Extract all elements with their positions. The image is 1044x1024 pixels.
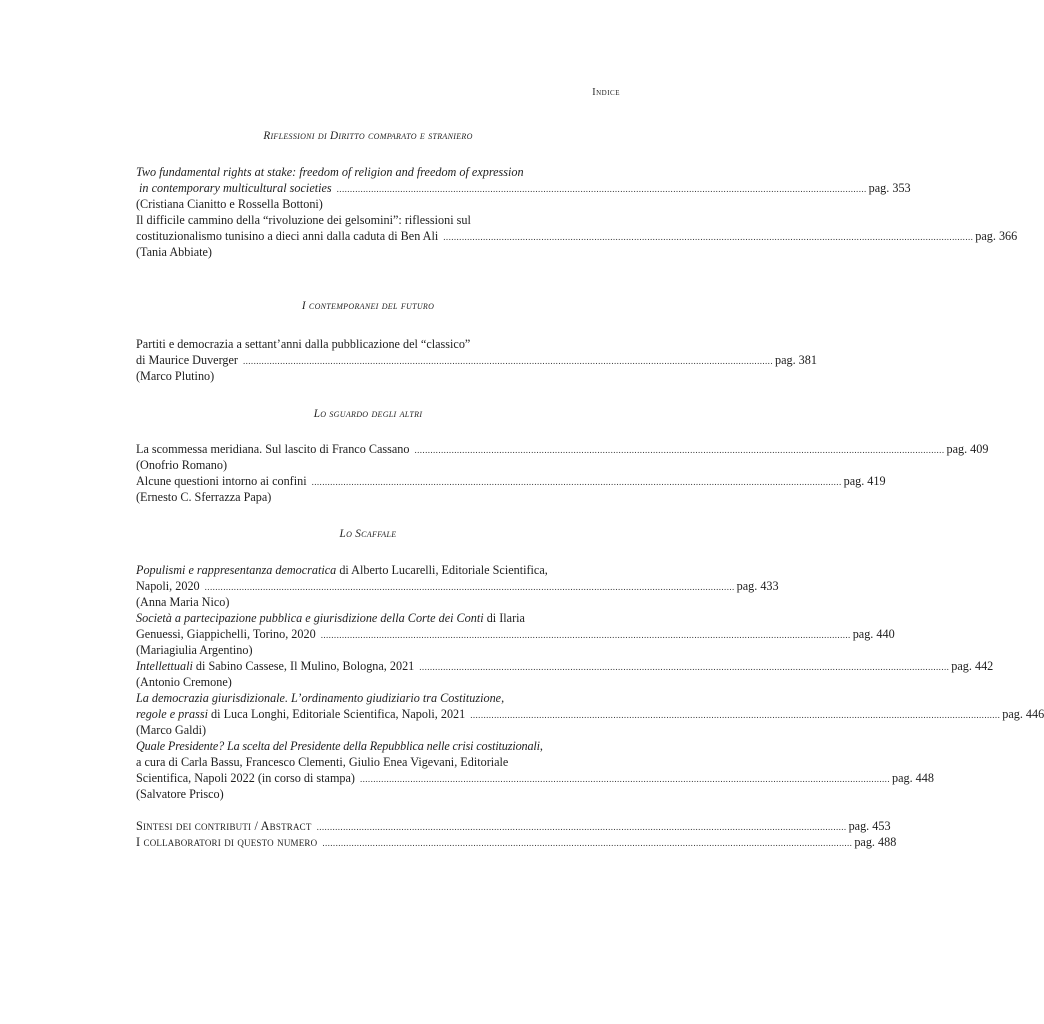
toc-entry [136, 336, 817, 384]
entry-author: (Marco Galdi) [136, 723, 207, 737]
entry-title-line: La democrazia giurisdizionale. L’ordinamento giudiziario tra Costituzione, [136, 691, 505, 705]
entry-title-line: di Maurice Duverger [136, 353, 238, 367]
toc-entry [136, 658, 994, 690]
entry-author: (Anna Maria Nico) [136, 595, 230, 609]
toc-entry [136, 562, 779, 610]
closing-entry [136, 834, 897, 850]
entry-author: (Ernesto C. Sferrazza Papa) [136, 490, 272, 504]
entry-title-line: Alcune questioni intorno ai confini [136, 474, 307, 488]
entry-author: (Tania Abbiate) [136, 245, 212, 259]
page-number: pag. 433 [736, 579, 779, 593]
page-number: pag. 440 [852, 627, 895, 641]
page-number: pag. 409 [946, 442, 989, 456]
section-title: Lo Scaffale [339, 528, 397, 540]
closing-entry-label: I collaboratori di questo numero [136, 835, 318, 849]
entry-title-line: regole e prassi di Luca Longhi, Editoriale Scientifica, Napoli, 2021 [136, 707, 466, 721]
page-number: pag. 442 [951, 659, 994, 673]
page-number: pag. 353 [868, 181, 911, 195]
toc-content [136, 128, 1044, 850]
page-number: pag. 366 [975, 229, 1018, 243]
entry-title-line: Scientifica, Napoli 2022 (in corso di stampa) [136, 771, 355, 785]
dot-leader: ........................................................................................................................................................................................................ [322, 838, 853, 848]
entry-leader-line [136, 352, 817, 368]
dot-leader: ........................................................................................................................................................................................................ [316, 822, 847, 832]
entry-author: (Cristiana Cianitto e Rossella Bottoni) [136, 197, 323, 211]
entry-leader-line [136, 578, 779, 594]
entry-title-line: Quale Presidente? La scelta del Presidente della Repubblica nelle crisi costituzionali, [136, 739, 543, 753]
dot-leader: ........................................................................................................................................................................................................ [443, 232, 974, 242]
entry-title-line: Partiti e democrazia a settant’anni dalla pubblicazione del “classico” [136, 337, 471, 351]
page-number: pag. 446 [1002, 707, 1044, 721]
entry-author: (Onofrio Romano) [136, 458, 228, 472]
dot-leader: ........................................................................................................................................................................................................ [419, 662, 950, 672]
section-title: Riflessioni di Diritto comparato e straniero [263, 130, 473, 142]
running-head: Indice [592, 87, 620, 98]
toc-entry [136, 690, 1044, 738]
toc-entry [136, 738, 934, 802]
entry-title-line: La scommessa meridiana. Sul lascito di Franco Cassano [136, 442, 410, 456]
dot-leader: ........................................................................................................................................................................................................ [470, 710, 1001, 720]
entry-author: (Marco Plutino) [136, 369, 215, 383]
entry-title-line: Il difficile cammino della “rivoluzione dei gelsomini”: riflessioni sul [136, 213, 471, 227]
entry-author: (Mariagiulia Argentino) [136, 643, 253, 657]
page-number: pag. 448 [891, 771, 934, 785]
entry-leader-line [136, 658, 994, 674]
entry-title-line: Populismi e rappresentanza democratica di Alberto Lucarelli, Editoriale Scientifica, [136, 563, 548, 577]
page-number: pag. 453 [848, 819, 891, 833]
dot-leader: ........................................................................................................................................................................................................ [204, 582, 735, 592]
entry-title-line: Napoli, 2020 [136, 579, 200, 593]
entry-title-line: Società a partecipazione pubblica e giurisdizione della Corte dei Conti di Ilaria [136, 611, 525, 625]
entry-title-line: Genuessi, Giappichelli, Torino, 2020 [136, 627, 316, 641]
entry-leader-line [136, 441, 989, 457]
toc-entry [136, 212, 1018, 260]
dot-leader: ........................................................................................................................................................................................................ [359, 774, 890, 784]
dot-leader: ........................................................................................................................................................................................................ [311, 477, 842, 487]
entry-leader-line [136, 473, 886, 489]
entry-leader-line [136, 770, 934, 786]
entry-leader-line [136, 706, 1044, 722]
dot-leader: ........................................................................................................................................................................................................ [320, 630, 851, 640]
toc-entry [136, 473, 886, 505]
section-title: Lo sguardo degli altri [313, 408, 423, 420]
entry-leader-line [136, 626, 895, 642]
closing-entry-label: Sintesi dei contributi / Abstract [136, 819, 312, 833]
entry-title-line: Intellettuali di Sabino Cassese, Il Mulino, Bologna, 2021 [136, 659, 415, 673]
entry-title-line: a cura di Carla Bassu, Francesco Clementi, Giulio Enea Vigevani, Editoriale [136, 755, 509, 769]
entry-author: (Antonio Cremone) [136, 675, 232, 689]
toc-entry [136, 610, 895, 658]
page-number: pag. 419 [843, 474, 886, 488]
closing-entry [136, 818, 891, 834]
entry-title-line: in contemporary multicultural societies [136, 181, 332, 195]
toc-entry [136, 441, 989, 473]
page-number: pag. 488 [854, 835, 897, 849]
section-title: I contemporanei del futuro [301, 300, 435, 312]
entry-title-line: Two fundamental rights at stake: freedom of religion and freedom of expression [136, 165, 524, 179]
page-number: pag. 381 [774, 353, 817, 367]
dot-leader: ........................................................................................................................................................................................................ [242, 356, 773, 366]
entry-leader-line [136, 180, 911, 196]
dot-leader: ........................................................................................................................................................................................................ [336, 184, 867, 194]
entry-author: (Salvatore Prisco) [136, 787, 224, 801]
toc-entry [136, 164, 911, 212]
entry-leader-line [136, 228, 1018, 244]
entry-title-line: costituzionalismo tunisino a dieci anni dalla caduta di Ben Ali [136, 229, 439, 243]
dot-leader: ........................................................................................................................................................................................................ [414, 445, 945, 455]
